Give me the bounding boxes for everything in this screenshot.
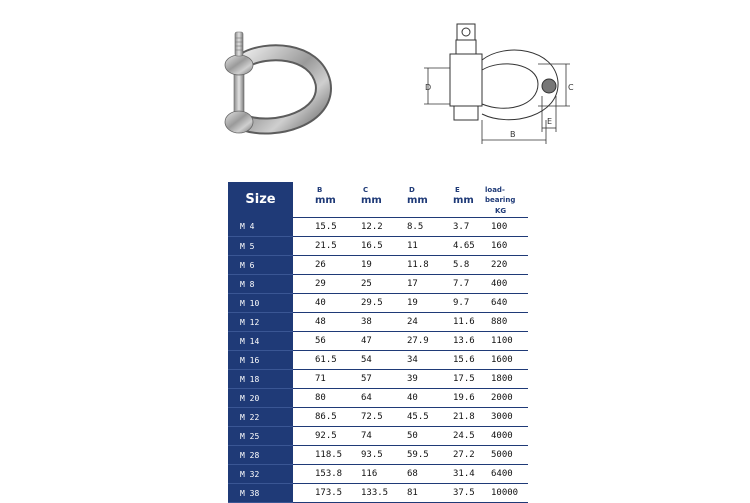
value-cell-load: 160: [477, 237, 528, 256]
spec-table: [228, 182, 528, 503]
value-cell-e: 37.5: [431, 484, 477, 503]
table-row: [228, 370, 528, 389]
label-b: B: [510, 130, 516, 139]
table-row: [228, 275, 528, 294]
value-cell-e: 4.65: [431, 237, 477, 256]
value-cell-load: 6400: [477, 465, 528, 484]
table-row: [228, 427, 528, 446]
table-row: [228, 218, 528, 237]
table-row: [228, 465, 528, 484]
value-cell-c: 72.5: [339, 408, 385, 427]
table-row: [228, 446, 528, 465]
table-row: [228, 294, 528, 313]
value-cell-e: 17.5: [431, 370, 477, 389]
value-cell-e: 19.6: [431, 389, 477, 408]
value-cell-d: 8.5: [385, 218, 431, 237]
value-cell-e: 5.8: [431, 256, 477, 275]
value-cell-d: 39: [385, 370, 431, 389]
value-cell-load: 1600: [477, 351, 528, 370]
value-cell-load: 10000: [477, 484, 528, 503]
value-cell-b: 173.5: [293, 484, 339, 503]
table-row: [228, 332, 528, 351]
value-cell-d: 19: [385, 294, 431, 313]
value-cell-d: 11: [385, 237, 431, 256]
size-cell: M 14: [228, 332, 293, 351]
table-row: [228, 408, 528, 427]
value-cell-c: 19: [339, 256, 385, 275]
value-cell-e: 31.4: [431, 465, 477, 484]
value-cell-c: 74: [339, 427, 385, 446]
value-cell-b: 48: [293, 313, 339, 332]
value-cell-c: 116: [339, 465, 385, 484]
column-header-c: C mm: [339, 182, 385, 218]
value-cell-d: 27.9: [385, 332, 431, 351]
value-cell-d: 45.5: [385, 408, 431, 427]
value-cell-b: 118.5: [293, 446, 339, 465]
value-cell-d: 34: [385, 351, 431, 370]
value-cell-c: 16.5: [339, 237, 385, 256]
value-cell-d: 11.8: [385, 256, 431, 275]
value-cell-e: 27.2: [431, 446, 477, 465]
value-cell-d: 81: [385, 484, 431, 503]
value-cell-b: 15.5: [293, 218, 339, 237]
value-cell-load: 3000: [477, 408, 528, 427]
table-row: [228, 351, 528, 370]
value-cell-load: 220: [477, 256, 528, 275]
value-cell-b: 56: [293, 332, 339, 351]
value-cell-b: 40: [293, 294, 339, 313]
size-cell: M 10: [228, 294, 293, 313]
table-row: [228, 389, 528, 408]
value-cell-c: 133.5: [339, 484, 385, 503]
value-cell-b: 21.5: [293, 237, 339, 256]
value-cell-e: 13.6: [431, 332, 477, 351]
value-cell-b: 71: [293, 370, 339, 389]
table-header-row: [228, 182, 528, 218]
value-cell-e: 15.6: [431, 351, 477, 370]
size-cell: M 4: [228, 218, 293, 237]
value-cell-c: 47: [339, 332, 385, 351]
value-cell-e: 3.7: [431, 218, 477, 237]
value-cell-b: 80: [293, 389, 339, 408]
table-row: [228, 237, 528, 256]
value-cell-e: 9.7: [431, 294, 477, 313]
value-cell-b: 153.8: [293, 465, 339, 484]
value-cell-b: 86.5: [293, 408, 339, 427]
value-cell-d: 24: [385, 313, 431, 332]
column-header-e: E mm: [431, 182, 477, 218]
size-cell: M 5: [228, 237, 293, 256]
table-row: [228, 313, 528, 332]
label-d: D: [425, 83, 432, 92]
label-c: C: [568, 83, 574, 92]
value-cell-load: 1800: [477, 370, 528, 389]
value-cell-load: 880: [477, 313, 528, 332]
value-cell-d: 40: [385, 389, 431, 408]
size-cell: M 32: [228, 465, 293, 484]
value-cell-b: 26: [293, 256, 339, 275]
value-cell-c: 25: [339, 275, 385, 294]
value-cell-e: 24.5: [431, 427, 477, 446]
value-cell-load: 100: [477, 218, 528, 237]
value-cell-d: 17: [385, 275, 431, 294]
size-cell: M 6: [228, 256, 293, 275]
shackle-photo: [205, 18, 355, 148]
value-cell-e: 21.8: [431, 408, 477, 427]
column-header-load: load-bearing KG: [477, 182, 528, 218]
value-cell-c: 93.5: [339, 446, 385, 465]
column-header-d: D mm: [385, 182, 431, 218]
value-cell-b: 92.5: [293, 427, 339, 446]
size-cell: M 18: [228, 370, 293, 389]
size-header: Size: [228, 182, 293, 218]
value-cell-c: 38: [339, 313, 385, 332]
value-cell-b: 61.5: [293, 351, 339, 370]
dimension-drawing: [410, 20, 580, 150]
size-cell: M 28: [228, 446, 293, 465]
value-cell-d: 50: [385, 427, 431, 446]
column-header-b: B mm: [293, 182, 339, 218]
value-cell-e: 11.6: [431, 313, 477, 332]
size-cell: M 12: [228, 313, 293, 332]
value-cell-c: 54: [339, 351, 385, 370]
size-cell: M 22: [228, 408, 293, 427]
value-cell-load: 640: [477, 294, 528, 313]
value-cell-load: 4000: [477, 427, 528, 446]
value-cell-load: 2000: [477, 389, 528, 408]
size-cell: M 20: [228, 389, 293, 408]
value-cell-d: 59.5: [385, 446, 431, 465]
value-cell-d: 68: [385, 465, 431, 484]
size-cell: M 16: [228, 351, 293, 370]
value-cell-e: 7.7: [431, 275, 477, 294]
table-row: [228, 256, 528, 275]
label-e: E: [547, 117, 553, 126]
value-cell-load: 400: [477, 275, 528, 294]
value-cell-c: 57: [339, 370, 385, 389]
size-cell: M 38: [228, 484, 293, 503]
value-cell-load: 1100: [477, 332, 528, 351]
value-cell-c: 64: [339, 389, 385, 408]
value-cell-c: 29.5: [339, 294, 385, 313]
size-cell: M 8: [228, 275, 293, 294]
value-cell-load: 5000: [477, 446, 528, 465]
value-cell-c: 12.2: [339, 218, 385, 237]
value-cell-b: 29: [293, 275, 339, 294]
size-cell: M 25: [228, 427, 293, 446]
